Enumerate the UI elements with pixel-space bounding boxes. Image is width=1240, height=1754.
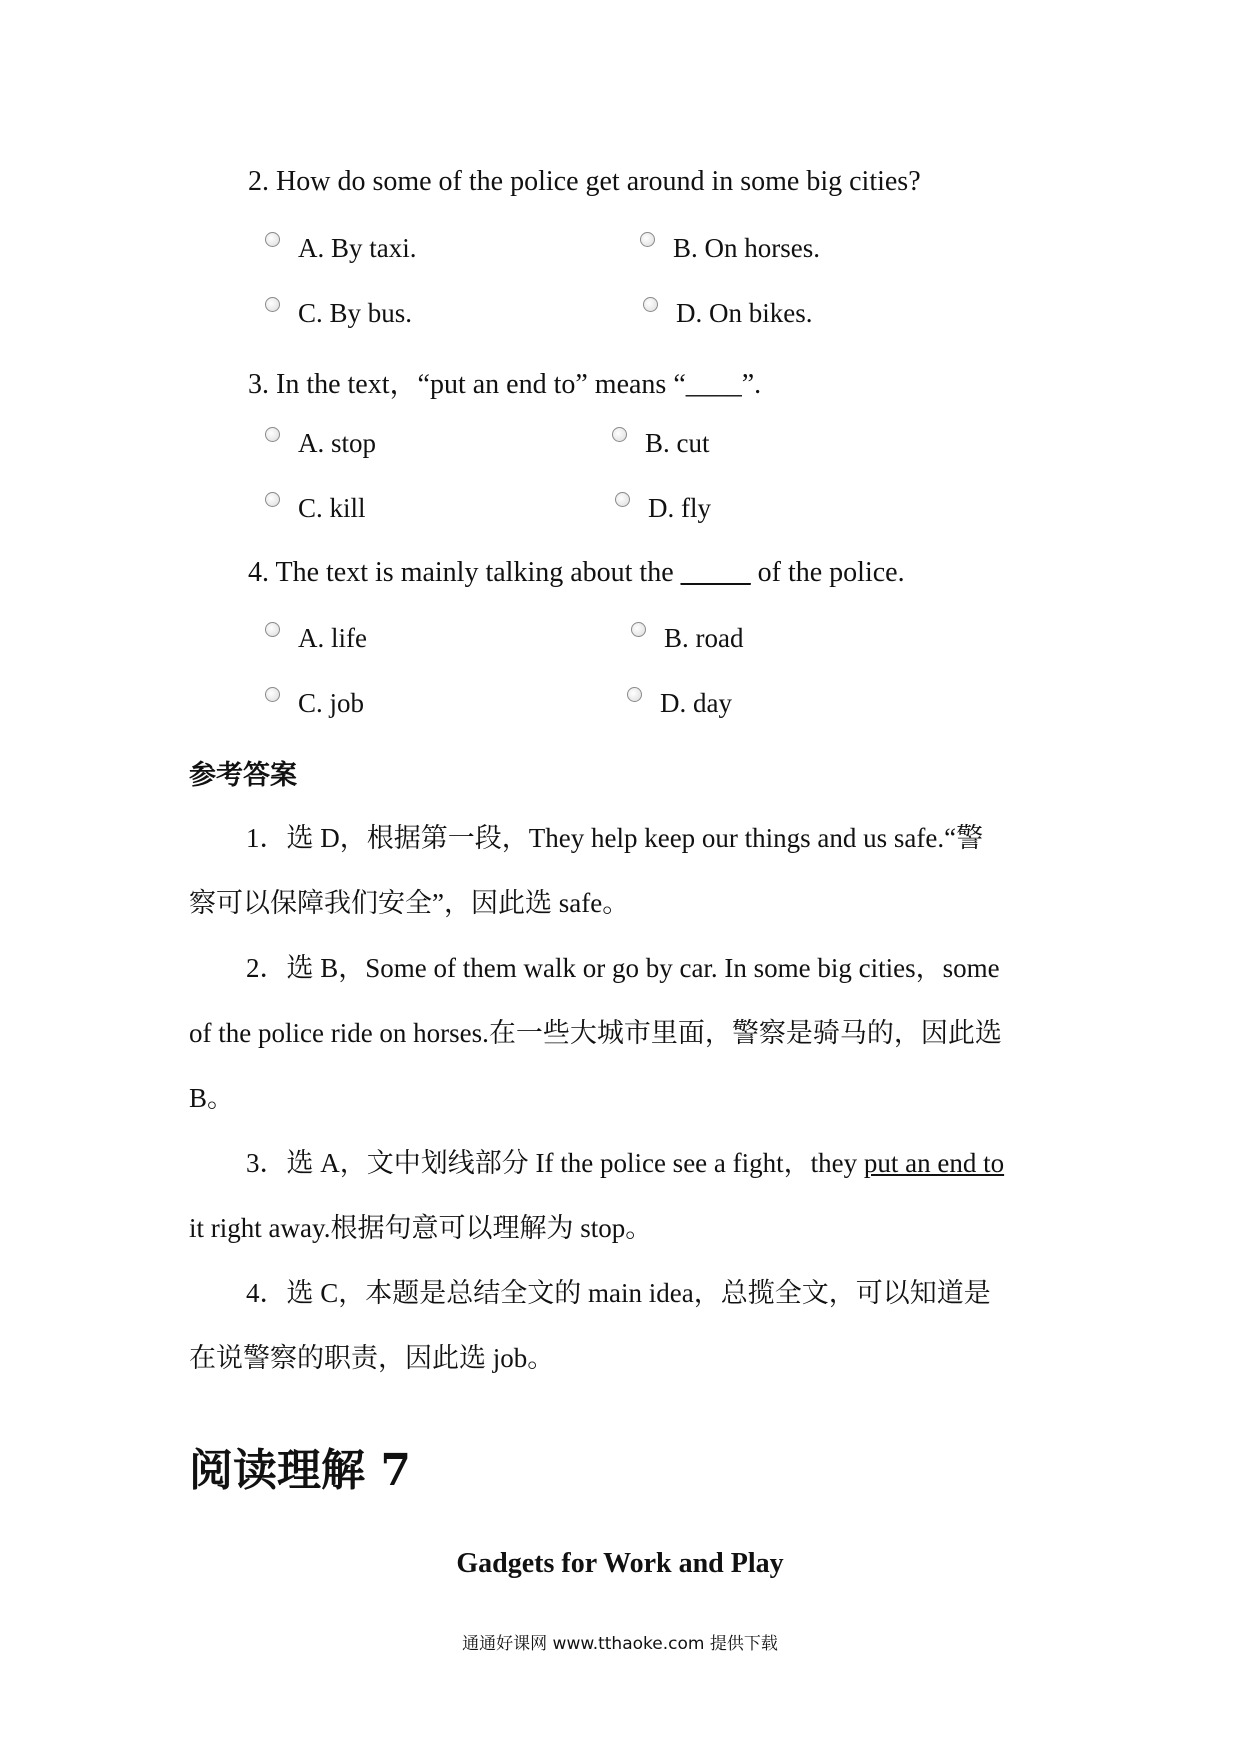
option-label: C. kill: [298, 493, 366, 523]
radio-button[interactable]: [265, 492, 280, 507]
section-title: 阅读理解 7: [189, 1445, 411, 1496]
answer-line: 1．选 D，根据第一段，They help keep our things and us safe.“警: [246, 823, 984, 853]
answer-line: 4．选 C，本题是总结全文的 main idea，总揽全文，可以知道是: [246, 1278, 991, 1308]
radio-button[interactable]: [265, 297, 280, 312]
page-footer: 通通好课网 www.tthaoke.com 提供下载: [462, 1634, 778, 1654]
q3-option-b[interactable]: [612, 428, 710, 459]
radio-button[interactable]: [627, 687, 642, 702]
q3-option-a[interactable]: [265, 428, 376, 459]
answer-line: of the police ride on horses.在一些大城市里面，警察是骑马的，因此选: [189, 1018, 1002, 1048]
radio-button[interactable]: [643, 297, 658, 312]
answer-3: [189, 1131, 1061, 1261]
option-label: A. life: [298, 623, 367, 653]
answer-4: [189, 1261, 1061, 1391]
option-label: B. cut: [645, 428, 710, 458]
radio-button[interactable]: [631, 622, 646, 637]
answer-line: 在说警察的职责，因此选 job。: [189, 1343, 555, 1373]
q4-option-b[interactable]: [631, 623, 743, 654]
q3-option-c[interactable]: [265, 493, 366, 524]
q2-option-d[interactable]: [643, 298, 813, 329]
option-label: D. fly: [648, 493, 711, 523]
radio-button[interactable]: [265, 232, 280, 247]
underlined-phrase: put an end to: [863, 1148, 1005, 1178]
q2-option-c[interactable]: [265, 298, 412, 329]
option-label: A. By taxi.: [298, 233, 417, 263]
question-4-stem: [248, 557, 905, 589]
option-label: A. stop: [298, 428, 377, 458]
passage-title: Gadgets for Work and Play: [456, 1548, 784, 1579]
answer-text: 3．选 A，文中划线部分 If the police see a fight，they: [246, 1148, 864, 1178]
answer-line: 2．选 B，Some of them walk or go by car. In some big cities，some: [246, 953, 1000, 983]
q3-option-d[interactable]: [615, 493, 711, 524]
q4-option-c[interactable]: [265, 688, 364, 719]
option-label: C. By bus.: [298, 298, 413, 328]
answer-line: 察可以保障我们安全”，因此选 safe。: [189, 888, 630, 918]
answer-heading: 参考答案: [189, 760, 297, 791]
option-label: B. road: [664, 623, 744, 653]
option-label: D. day: [660, 688, 732, 718]
radio-button[interactable]: [265, 427, 280, 442]
stem-blank: _____: [680, 557, 751, 588]
answer-1: [189, 806, 1061, 936]
option-label: D. On bikes.: [676, 298, 813, 328]
stem-text: 4. The text is mainly talking about the: [248, 557, 681, 588]
question-2-stem: 2. How do some of the police get around in some big cities?: [248, 166, 921, 197]
radio-button[interactable]: [265, 687, 280, 702]
option-label: B. On horses.: [673, 233, 820, 263]
option-label: C. job: [298, 688, 365, 718]
q4-option-d[interactable]: [627, 688, 732, 719]
answer-2: [189, 936, 1061, 1131]
radio-button[interactable]: [612, 427, 627, 442]
answer-line: B。: [189, 1083, 235, 1113]
q2-option-b[interactable]: [640, 233, 820, 264]
radio-button[interactable]: [615, 492, 630, 507]
answer-line: it right away.根据句意可以理解为 stop。: [189, 1213, 653, 1243]
q2-option-a[interactable]: [265, 233, 417, 264]
radio-button[interactable]: [265, 622, 280, 637]
question-3-stem: 3. In the text，“put an end to” means “____”.: [248, 369, 762, 400]
radio-button[interactable]: [640, 232, 655, 247]
q4-option-a[interactable]: [265, 623, 367, 654]
answer-line: [189, 1131, 1061, 1196]
stem-text: of the police.: [750, 557, 905, 588]
